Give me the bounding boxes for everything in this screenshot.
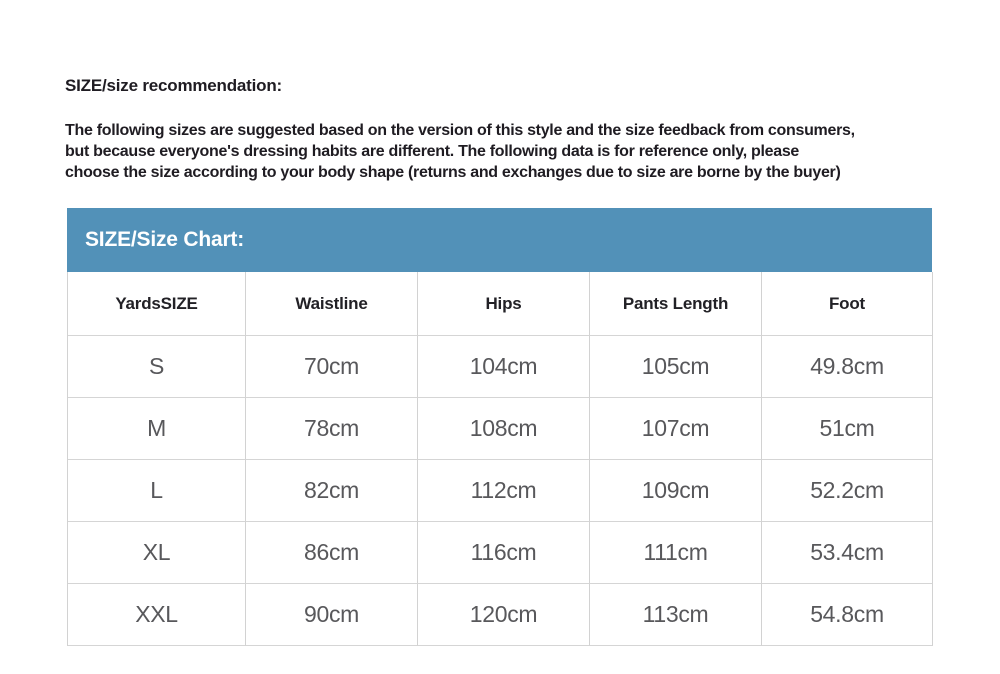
pants-length-cell: 111cm xyxy=(590,522,762,584)
column-header-pants-length: Pants Length xyxy=(590,272,762,336)
column-header-hips: Hips xyxy=(418,272,590,336)
column-header-waistline: Waistline xyxy=(246,272,418,336)
hips-cell: 116cm xyxy=(418,522,590,584)
foot-cell: 51cm xyxy=(762,398,933,460)
pants-length-cell: 109cm xyxy=(590,460,762,522)
hips-cell: 108cm xyxy=(418,398,590,460)
waistline-cell: 70cm xyxy=(246,336,418,398)
size-label-cell: XXL xyxy=(68,584,246,646)
size-label-cell: S xyxy=(68,336,246,398)
pants-length-cell: 105cm xyxy=(590,336,762,398)
description-line: The following sizes are suggested based on the version of this style and the size feedback from consumers, xyxy=(65,122,855,139)
column-header-foot: Foot xyxy=(762,272,933,336)
size-label-cell: XL xyxy=(68,522,246,584)
column-header-yards-size: YardsSIZE xyxy=(68,272,246,336)
waistline-cell: 90cm xyxy=(246,584,418,646)
size-chart-title: SIZE/Size Chart: xyxy=(85,228,244,251)
waistline-cell: 78cm xyxy=(246,398,418,460)
section-heading: SIZE/size recommendation: xyxy=(65,76,282,95)
size-chart-title-bar xyxy=(67,208,932,272)
hips-cell: 120cm xyxy=(418,584,590,646)
size-label-cell: M xyxy=(68,398,246,460)
size-description xyxy=(65,120,855,183)
description-line: but because everyone's dressing habits are different. The following data is for reference only, please xyxy=(65,143,800,160)
foot-cell: 54.8cm xyxy=(762,584,933,646)
waistline-cell: 86cm xyxy=(246,522,418,584)
pants-length-cell: 107cm xyxy=(590,398,762,460)
hips-cell: 104cm xyxy=(418,336,590,398)
foot-cell: 53.4cm xyxy=(762,522,933,584)
description-line: choose the size according to your body shape (returns and exchanges due to size are borne by the buyer) xyxy=(65,164,841,181)
foot-cell: 49.8cm xyxy=(762,336,933,398)
size-chart-table xyxy=(67,272,932,646)
waistline-cell: 82cm xyxy=(246,460,418,522)
pants-length-cell: 113cm xyxy=(590,584,762,646)
size-label-cell: L xyxy=(68,460,246,522)
foot-cell: 52.2cm xyxy=(762,460,933,522)
hips-cell: 112cm xyxy=(418,460,590,522)
